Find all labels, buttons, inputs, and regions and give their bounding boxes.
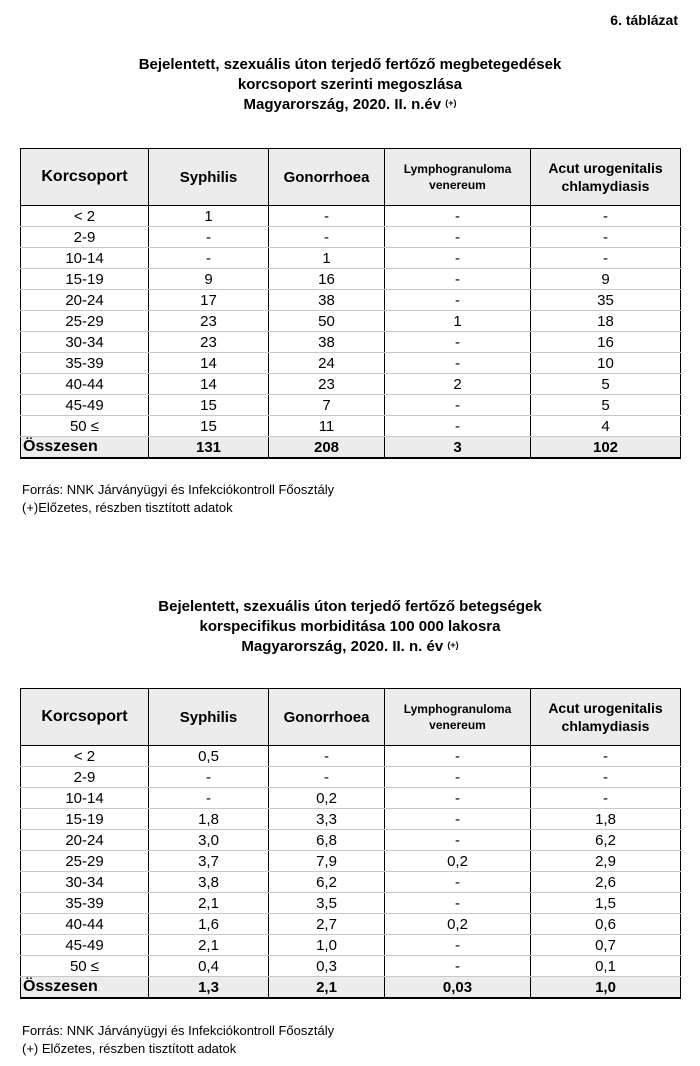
table1-title <box>0 55 700 115</box>
cell-chlamydiasis: 9 <box>531 269 681 290</box>
header-syphilis: Syphilis <box>149 689 269 746</box>
cell-syphilis: 1,8 <box>149 809 269 830</box>
cell-chlamydiasis: 10 <box>531 353 681 374</box>
cell-lgv: - <box>385 269 531 290</box>
cell-lgv: - <box>385 788 531 809</box>
cell-syphilis: 14 <box>149 353 269 374</box>
cell-lgv: 1 <box>385 311 531 332</box>
cell-syphilis: 15 <box>149 416 269 437</box>
cell-age-group: 35-39 <box>21 353 149 374</box>
table1-notes <box>22 481 334 517</box>
table1-title-text: Magyarország, 2020. II. n.év <box>243 96 442 113</box>
preliminary-note: (+) Előzetes, részben tisztított adatok <box>22 1041 237 1056</box>
cell-gonorrhoea: - <box>269 767 385 788</box>
cell-gonorrhoea: 7 <box>269 395 385 416</box>
morbidity-table <box>20 688 681 999</box>
total-syphilis: 131 <box>149 437 269 459</box>
cell-syphilis: 9 <box>149 269 269 290</box>
table-row <box>21 248 681 269</box>
cell-gonorrhoea: 38 <box>269 290 385 311</box>
cell-chlamydiasis: - <box>531 248 681 269</box>
header-gonorrhoea: Gonorrhoea <box>269 689 385 746</box>
cell-syphilis: 0,4 <box>149 956 269 977</box>
table2-title-text: Magyarország, 2020. II. n. év <box>241 638 444 655</box>
table2-title-line <box>0 637 700 657</box>
cell-gonorrhoea: 23 <box>269 374 385 395</box>
header-syphilis: Syphilis <box>149 149 269 206</box>
cell-lgv: - <box>385 353 531 374</box>
cell-lgv: - <box>385 893 531 914</box>
cell-chlamydiasis: - <box>531 227 681 248</box>
cell-gonorrhoea: 6,8 <box>269 830 385 851</box>
cell-syphilis: - <box>149 767 269 788</box>
table-row <box>21 935 681 956</box>
header-row <box>21 689 681 746</box>
cell-lgv: - <box>385 290 531 311</box>
cell-age-group: 25-29 <box>21 311 149 332</box>
cell-syphilis: 1 <box>149 206 269 227</box>
cell-lgv: - <box>385 395 531 416</box>
cell-gonorrhoea: - <box>269 746 385 767</box>
source-note: Forrás: NNK Járványügyi és Infekciókontroll Főosztály <box>22 482 335 497</box>
cell-syphilis: 3,0 <box>149 830 269 851</box>
cell-age-group: 10-14 <box>21 248 149 269</box>
cell-age-group: 2-9 <box>21 767 149 788</box>
cell-gonorrhoea: 3,5 <box>269 893 385 914</box>
header-lgv: Lymphogranuloma venereum <box>385 689 531 746</box>
table1-body <box>21 206 681 459</box>
cell-gonorrhoea: 38 <box>269 332 385 353</box>
cell-syphilis: 23 <box>149 332 269 353</box>
cell-gonorrhoea: 1 <box>269 248 385 269</box>
cell-chlamydiasis: 1,5 <box>531 893 681 914</box>
cell-age-group: < 2 <box>21 206 149 227</box>
cell-gonorrhoea: - <box>269 206 385 227</box>
table1-title-line <box>0 95 700 115</box>
source-note: Forrás: NNK Járványügyi és Infekciókontroll Főosztály <box>22 1023 335 1038</box>
cell-syphilis: 23 <box>149 311 269 332</box>
cell-lgv: - <box>385 248 531 269</box>
cell-age-group: 35-39 <box>21 893 149 914</box>
header-gonorrhoea: Gonorrhoea <box>269 149 385 206</box>
cell-age-group: 2-9 <box>21 227 149 248</box>
table-row <box>21 332 681 353</box>
total-row <box>21 437 681 459</box>
cell-age-group: 40-44 <box>21 374 149 395</box>
table2-title-line: korspecifikus morbiditása 100 000 lakosra <box>199 618 501 635</box>
cell-lgv: - <box>385 227 531 248</box>
table2-notes <box>22 1022 334 1058</box>
cell-chlamydiasis: 18 <box>531 311 681 332</box>
table1-title-line: korcsoport szerinti megoszlása <box>237 76 463 93</box>
cell-age-group: 20-24 <box>21 830 149 851</box>
cell-gonorrhoea: 6,2 <box>269 872 385 893</box>
cell-age-group: 25-29 <box>21 851 149 872</box>
header-lgv: Lymphogranuloma venereum <box>385 149 531 206</box>
cell-gonorrhoea: 0,3 <box>269 956 385 977</box>
cell-chlamydiasis: 4 <box>531 416 681 437</box>
table1-title-line: Bejelentett, szexuális úton terjedő fertőző megbetegedések <box>138 56 562 73</box>
cell-syphilis: 2,1 <box>149 893 269 914</box>
table-row <box>21 788 681 809</box>
cell-age-group: 45-49 <box>21 935 149 956</box>
table2-title-line: Bejelentett, szexuális úton terjedő fertőző betegségek <box>158 598 542 615</box>
cell-syphilis: 1,6 <box>149 914 269 935</box>
table-row <box>21 416 681 437</box>
cell-age-group: 15-19 <box>21 809 149 830</box>
cell-gonorrhoea: 1,0 <box>269 935 385 956</box>
table-row <box>21 269 681 290</box>
cell-gonorrhoea: 16 <box>269 269 385 290</box>
total-lgv: 3 <box>385 437 531 459</box>
header-chlamydiasis: Acut urogenitalis chlamydiasis <box>531 149 681 206</box>
cell-gonorrhoea: 0,2 <box>269 788 385 809</box>
cell-age-group: 50 ≤ <box>21 956 149 977</box>
cell-lgv: - <box>385 935 531 956</box>
header-row <box>21 149 681 206</box>
table-row <box>21 830 681 851</box>
cell-syphilis: 17 <box>149 290 269 311</box>
table-row <box>21 767 681 788</box>
cell-lgv: - <box>385 956 531 977</box>
cell-chlamydiasis: 35 <box>531 290 681 311</box>
cell-gonorrhoea: - <box>269 227 385 248</box>
cell-chlamydiasis: 0,7 <box>531 935 681 956</box>
cell-gonorrhoea: 50 <box>269 311 385 332</box>
table2-title <box>0 597 700 657</box>
cell-lgv: 0,2 <box>385 851 531 872</box>
cell-age-group: 30-34 <box>21 872 149 893</box>
cell-lgv: - <box>385 746 531 767</box>
table-row <box>21 851 681 872</box>
cell-lgv: - <box>385 206 531 227</box>
cases-table <box>20 148 681 459</box>
cell-chlamydiasis: 0,6 <box>531 914 681 935</box>
preliminary-mark: (+) <box>445 98 457 108</box>
table-row <box>21 746 681 767</box>
table-row <box>21 353 681 374</box>
table-row <box>21 893 681 914</box>
cell-lgv: - <box>385 332 531 353</box>
cell-age-group: < 2 <box>21 746 149 767</box>
cell-chlamydiasis: 16 <box>531 332 681 353</box>
cell-lgv: 0,2 <box>385 914 531 935</box>
table-row <box>21 311 681 332</box>
cell-age-group: 15-19 <box>21 269 149 290</box>
cell-syphilis: 2,1 <box>149 935 269 956</box>
table-row <box>21 956 681 977</box>
cell-lgv: - <box>385 830 531 851</box>
cell-gonorrhoea: 7,9 <box>269 851 385 872</box>
table-row <box>21 872 681 893</box>
cell-lgv: - <box>385 872 531 893</box>
total-age-group: Összesen <box>21 437 149 459</box>
total-gonorrhoea: 208 <box>269 437 385 459</box>
table-row <box>21 374 681 395</box>
table-row <box>21 206 681 227</box>
cell-gonorrhoea: 2,7 <box>269 914 385 935</box>
cell-syphilis: - <box>149 227 269 248</box>
cell-chlamydiasis: 2,9 <box>531 851 681 872</box>
cell-syphilis: 15 <box>149 395 269 416</box>
cell-lgv: - <box>385 416 531 437</box>
cell-gonorrhoea: 3,3 <box>269 809 385 830</box>
cell-lgv: 2 <box>385 374 531 395</box>
cell-chlamydiasis: 6,2 <box>531 830 681 851</box>
header-age-group: Korcsoport <box>21 149 149 206</box>
cell-chlamydiasis: - <box>531 206 681 227</box>
cell-lgv: - <box>385 767 531 788</box>
total-gonorrhoea: 2,1 <box>269 977 385 999</box>
cell-gonorrhoea: 24 <box>269 353 385 374</box>
preliminary-mark: (+) <box>447 640 459 650</box>
cell-chlamydiasis: - <box>531 767 681 788</box>
cell-chlamydiasis: 2,6 <box>531 872 681 893</box>
header-age-group: Korcsoport <box>21 689 149 746</box>
cell-age-group: 45-49 <box>21 395 149 416</box>
preliminary-note: (+)Előzetes, részben tisztított adatok <box>22 500 233 515</box>
cell-chlamydiasis: 5 <box>531 395 681 416</box>
table-row <box>21 809 681 830</box>
total-row <box>21 977 681 999</box>
table-number: 6. táblázat <box>610 12 678 28</box>
cell-chlamydiasis: 0,1 <box>531 956 681 977</box>
table2-body <box>21 746 681 999</box>
cell-age-group: 20-24 <box>21 290 149 311</box>
table-row <box>21 290 681 311</box>
cell-syphilis: - <box>149 788 269 809</box>
cell-syphilis: 14 <box>149 374 269 395</box>
cell-syphilis: 0,5 <box>149 746 269 767</box>
cell-chlamydiasis: 1,8 <box>531 809 681 830</box>
cell-syphilis: 3,7 <box>149 851 269 872</box>
cell-age-group: 40-44 <box>21 914 149 935</box>
total-chlamydiasis: 102 <box>531 437 681 459</box>
cell-syphilis: 3,8 <box>149 872 269 893</box>
cell-age-group: 10-14 <box>21 788 149 809</box>
total-syphilis: 1,3 <box>149 977 269 999</box>
table-row <box>21 227 681 248</box>
cell-age-group: 50 ≤ <box>21 416 149 437</box>
cell-chlamydiasis: - <box>531 746 681 767</box>
cell-lgv: - <box>385 809 531 830</box>
total-lgv: 0,03 <box>385 977 531 999</box>
cell-syphilis: - <box>149 248 269 269</box>
total-age-group: Összesen <box>21 977 149 999</box>
cell-chlamydiasis: 5 <box>531 374 681 395</box>
header-chlamydiasis: Acut urogenitalis chlamydiasis <box>531 689 681 746</box>
table-row <box>21 395 681 416</box>
cell-gonorrhoea: 11 <box>269 416 385 437</box>
table-row <box>21 914 681 935</box>
cell-chlamydiasis: - <box>531 788 681 809</box>
total-chlamydiasis: 1,0 <box>531 977 681 999</box>
cell-age-group: 30-34 <box>21 332 149 353</box>
